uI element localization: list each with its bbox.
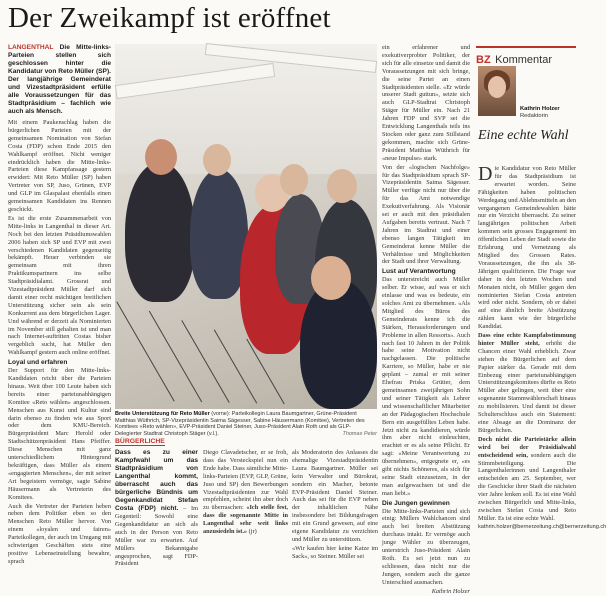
caption-text: (vorne): Parteikollegin Laura Baumgartner, Grüne-Präsident Matthias Wüthrich, SP-Vizepräsidentin Saima Sägesser, Sabine Häusermann (Komitee), Vertreten des Komitees «Reto wählen», EVP-Präsident Daniel Steiner, Juso-Präsident Alain Roth und als GLP-Delegierter Stadtrat Christoph Stäger (v.l.). [115,411,365,438]
article-column-4 [292,449,378,577]
sidebar-quote: «Ich stelle fest, dass die sogenannte Mitte in Langenthal sehr weit links anzusiedeln ist.» [203,504,289,536]
person-head [280,164,308,196]
lead-text: Die Mitte-links-Parteien stellen sich geschlossen hinter die Kandidatur von Reto Müller (SP). Der langjährige Gemeinderat und Vizestadtpräsident erfülle alle Voraussetzungen für das Stadtpräsidium – fachlich wie auch als Mensch. [8,44,111,115]
article-column-2 [115,449,198,577]
caption-label: Breite Unterstützung für Reto Müller [115,411,210,417]
author-photo [478,66,516,116]
paragraph-lead: Dass eine echte Kampfabstimmung hinter Müller steht, [478,332,576,347]
sidebar-text: – Im Gegenteil: Sowohl eine Gegenkandidatur an sich als auch in der Person von Reto Müller war zu erwarten. Auf Müllers Bekanntgabe angesprochen, sagt FDP-Präsident [115,505,198,568]
person [125,162,195,302]
kommentar-header [476,46,576,68]
subhead: Loyal und erfahren [8,359,68,367]
person-head [203,144,231,176]
body-paragraph: als Moderatorin des Anlasses die ehemalige Vizestadtpräsidentin Laura Baumgartner. Müller sei kein Verwalter und Bürokrat, sondern ein Macher, betonte EVP-Präsident Daniel Steiner. Auch das sei für die EVP neben der inhaltlichen Nähe insbesondere bei Bildungsfragen mit ein Grund gewesen, auf eine eigene Kandidatur zu verzichten und Müller zu unterstützen. [292,449,378,543]
article-column-5 [382,44,470,595]
sidebar-kicker: BÜRGERLICHE [115,438,165,445]
body-paragraph: ein erfahrener und exekutiverprobter Politiker, der sich für alle einsetze und damit die Voraussetzungen mit sich bringe, die seine Partei an einen Stadtpräsidenten stelle. «Er würde unserer Stadt guttun», setzte sich auch GLP-Stadtrat Christoph Stäger für Müller ein. Nach 21 Jahren FDP und SVP sei die Entwicklung Langenthals teils ins Stocken oder ganz zum Stillstand gekommen, machte sich Grüne-Präsident Matthias Wüthrich für «neue Impulse» stark. [382,44,470,162]
author-face [488,76,506,98]
body-paragraph: «Wir kaufen hier keine Katze im Sack», so Steiner. Müller sei [292,544,378,560]
author-email[interactable]: kathrin.holzer@bernerzeitung.ch@bernerzeitung.ch [478,523,606,530]
subhead: Lust auf Verantwortung [382,268,456,276]
paragraph-lead: Doch nicht die Parteistärke allein wird bei der Präsidialwahl entscheidend sein, [478,435,576,459]
body-paragraph: ie Kandidatur von Reto Müller für das Stadtpräsidium ist erwartet worden. Seine Fähigkeiten haben politischen Werdegang und Ablehnsmitteln an den vergangenen Gemeindewahlen hätte nur ein Verzicht überrascht. Zu seiner langjährigen politischen Arbeit kommen sein grosses Engagement im öffentlichen Leben der Stadt sowie die Erfahrung und Vernetzung als Mitglied des Grossen Rates. Voraussetzungen, die ihn als 38-Jährigen qualifizieren. Die Frage war daher in den letzten Wochen und Monaten nicht, ob Müller gegen den nominierten Stefan Costa antreten wird oder nicht. Sondern, ob er dabei auf eine ähnlich breite Abstützung zählen kann wie der bürgerliche Kandidat. [478,165,576,331]
photo-caption [115,411,377,438]
photo-credit: Thomas Peter [342,431,377,438]
headline: Der Zweikampf ist eröffnet [8,2,331,34]
kommentar-title: Eine echte Wahl [478,128,569,143]
body-paragraph: Mit einem Paukenschlag haben die bürgerlichen Parteien mit der gemeinsamen Nomination von Stefan Costa (FDP) schon Ende 2015 den Wahlkampf eröffnet. Nicht weniger eindrücklich haben die Mitte-links-Parteien diese Kampfansage gestern erwidert: Mit Reto Müller (SP) haben Vertreter von SP, Juso, Grünen, EVP und GLP im Glaspalast ebenfalls einen gemeinsamen Kandidaten ins Rennen geschickt. [8,119,111,213]
sidebar-signature: (jr) [248,528,257,536]
article-lead [8,44,111,116]
body-paragraph: Das unterstreicht auch Müller selber. Er wisse, auf was er sich einlasse und was es bedeute, ein solches Amt zu übernehmen. «Als Mitglied des Büros des Gemeinderats kenne ich die Stärken, Herausforderungen und Probleme in allen Ressorts». Auch nach fast 10 Jahren in der Politik habe seine Motivation nicht nachgelassen. Die politische Karriere, so Müller, habe er nie geplant – zumal er mit seiner Ehefrau Priska Grütter, dem gemeinsamen zweijährigen Sohn und seiner Tätigkeit als Lehrer und wissenschaftlicher Mitarbeiter an der Pädagogischen Hochschule Bern ein ausgefülltes Leben habe. Jetzt nicht zu kandidieren, würde ihm aber nicht einleuchten, erachtet er es als seine Pflicht. Er sagt: «Meine Verantwortung zu übernehmen», entgegnete er, «es gibt nichts Schöneres, als sich für seine Stadt einzusetzen, in der man aufgewachsen ist und die man liebt.» [382,276,470,497]
body-paragraph: Die Mitte-links-Parteien sind sich einig: Müllers Wahlchancen sind auch bei breiten Abstützung durchaus intakt. Er vermöge auch junge Wähler zu überzeugen, unterstrich Juso-Präsident Alain Roth. Es sei jetzt nun zu schliessen, dass nicht nur die Jungen, sondern auch die ganze Unterschied ausmachen. [382,507,470,586]
stair-rail [181,320,229,403]
sidebar-text: Diego Clavadetscher, er se froh, dass das Versteckspiel nun ein Ende habe. Dass sämtliche Mitte-links-Parteien (EVP, GLP, Grüne, Juso und SP) den Bewerbungen Vizestadtpräsidenten zur Wahl empfehlen, scheint ihn aber doch zu überraschen: [203,449,288,512]
body-paragraph: Es ist die erste Zusammenarbeit von Mitte-links in Langenthal in dieser Art. Noch bei den letzten Präsidiumswahlen 2006 haben sich SP und EVP mit zwei verschiedenen Kandidaten gegenseitig bekämpft. Heuer verbinden sie gemeinsam mit ihren Praktikumspartnern ins selbe Stadtpräsidialamt. Grossrat und Vizestadtpräsident Müller darf sich damit einer recht mächtigen breitlichen Unterstützung sicher sein als sein Konkurrent aus dem bürgerlichen Lager. Und während er derzeit als Nominierten im November still gehalten ist und man nach Internet-auftritten Costas bisher vergeblich sucht, hat Müller den Wahlkampf gestern auch online eröffnet. [8,214,111,357]
person-head [327,169,357,203]
body-paragraph: sondern auch die Stimmbeteiligung. Die Langenthalerinnen und Langenthaler entscheiden am 25. September, wer die Geschicke ihrer Stadt die nächsten vier Jahre lenken soll. Es ist eine Wahl zwischen Bürgerlich und Mitte-links, zwischen Stefan Costa und Reto Müller. Es ist eine echte Wahl. [478,451,576,522]
stair-rail [116,301,174,401]
body-paragraph: erhöht die Chancen einer Wahl erheblich. Zwar stehen die Bürgerlichen auf dem Papier stärker da. Gerade mit dem Einbezug einer parteiunabhängigen Unterstützungskomitees dürfte es Reto Müller aber gelingen, weit über eine sogenannte Stammwählerschaft hinaus zu mobilisieren. Und damit ist dieser Schulterschluss auch ein Statement: eine Absage an die Dominanz der Bürgerlichen. [478,339,576,434]
kommentar-label: Kommentar [495,54,552,66]
dateline: LANGENTHAL [8,44,54,51]
sidebar-lead: Dass es zu einer Kampfwahl um das Stadtpräsidium von Langenthal kommt, überrascht auch das bürgerliche Bündnis um Gegenkandidat Stefan Costa (FDP) nicht. [115,449,198,512]
stair-rail [149,311,202,402]
author-byline [520,106,560,120]
group-photo [115,44,377,409]
author-role: Redaktorin [520,113,549,119]
author-signature: Kathrin Holzer [431,587,470,595]
body-paragraph: Der Support für den Mitte-links-Kandidaten reicht über die Parteien hinaus. Weit über 100 Leute haben sich bereits einer parteiunabhängigen Komitee «Reto wählen» angeschlossen. Menschen aus Kunst und Kultur sind darin ebenso zu finden wie aus Sport oder dem KMU-Bereich. Bürgerpräsident Marc Herold oder Stadtschützenpräsident Hans Pfeiffer. Diese Menschen mit ganz unterschiedlichem Hintergrund bekräftigen, dass Müller als einem «engagierten Menschen», der mit seiner Art begeistern vermöge, sagte Sabine Häusermann als Vertreterin des Komitees. [8,367,111,501]
author-name: Kathrin Holzer [520,106,560,112]
kommentar-body [478,163,606,577]
subhead: Die Jungen gewinnen [382,499,450,507]
person-head [145,139,177,175]
person-head [311,256,351,300]
article-column-3 [203,449,288,577]
kommentar-brand: BZ [476,54,491,66]
body-paragraph: Auch die Vertreter der Parteien heben neben dem Politiker eben so den Menschen Reto Müller hervor. Von einem «loyalen und fairen» Parteikollegen, der auch im Umgang mit schwierigen Geschäften stets eine positive Lebenseinstellung bewahre, sprach [8,502,111,565]
body-paragraph: Von der «logischen Nachfolge» für das Stadtpräsidium sprach SP-Vizepräsidentin Saima Sägesser. Müller verfüge nicht nur über die für das Amt notwendige Exekutiverfahrung. Als Visionär sei er auch mit den präsidialen Aufgaben bereits vertraut. Nach 7 Jahren im Stadtrat und einer ebenso langen Tätigkeit im Gemeinderat kenne Müller die Verhältnisse und Möglichkeiten der Stadt und ihrer Verwaltung. [382,163,470,266]
person-front [300,279,377,409]
dropcap: D [478,163,493,185]
article-column-1 [8,44,111,579]
